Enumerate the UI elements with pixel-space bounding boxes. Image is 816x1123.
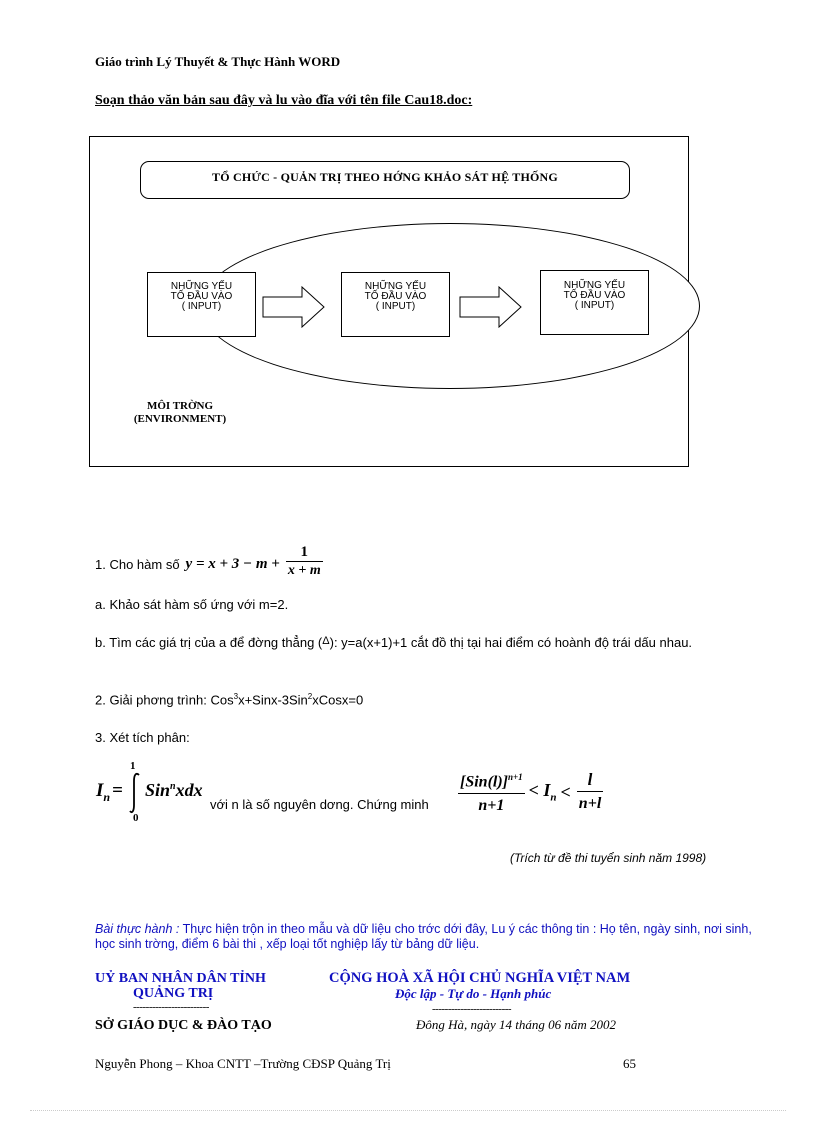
input-box-line: ( INPUT) — [375, 301, 416, 312]
right-divider: ------------------------- — [432, 1003, 512, 1015]
footer-author: Nguyễn Phong – Khoa CNTT –Trường CĐSP Quảng Trị — [95, 1056, 391, 1071]
less-than: < — [560, 781, 571, 802]
input-box-line: TỐ ĐẦU VÀO — [364, 291, 427, 302]
input-box-line: ( INPUT) — [181, 301, 222, 312]
right-arrow-icon — [459, 286, 523, 328]
inequality-numerator: $[Sin(l)]^{n+1}$ — [460, 772, 523, 791]
integral-lower-limit: 0 — [133, 812, 139, 824]
inequality — [458, 766, 603, 818]
org-name-line1: UỶ BAN NHÂN DÂN TỈNH — [95, 971, 266, 986]
input-box-line: ( INPUT) — [574, 300, 615, 311]
integral-description: với n là số nguyên dơng. Chứng minh — [210, 797, 429, 812]
country-name: CỘNG HOÀ XÃ HỘI CHỦ NGHĨA VIỆT NAM — [329, 970, 631, 986]
inequality-rhs-fraction — [577, 769, 603, 816]
integrand: Sin$^n$xdx — [145, 780, 203, 800]
instruction: Soạn thảo văn bản sau đây và lu vào đĩa với tên file Cau18.doc: — [95, 93, 473, 108]
right-arrow-icon — [262, 286, 326, 328]
inequality-middle: < $I_n$ — [528, 780, 557, 804]
input-box-line: TỐ ĐẦU VÀO — [170, 291, 233, 302]
practice-instruction — [95, 922, 767, 952]
integral-upper-limit: 1 — [130, 760, 136, 772]
question-1b: b. Tìm các giá trị của a để đờng thẳng ($^\Delta$): y=a(x+1)+1 cắt đồ thị tại hai điểm có hoành độ trái dấu nhau. — [95, 635, 693, 650]
left-divider: ------------------------ — [133, 1001, 209, 1013]
question-3: 3. Xét tích phân: — [95, 730, 190, 745]
question-1 — [95, 546, 323, 583]
input-box-1 — [147, 272, 256, 337]
department-name: SỞ GIÁO DỤC & ĐÀO TẠO — [95, 1018, 272, 1033]
environment-line: MÔI TRỜNG — [146, 400, 214, 412]
question-1a: a. Khảo sát hàm số ứng với m=2. — [95, 597, 289, 612]
inequality-rhs-numerator: l — [587, 769, 593, 789]
integral-lhs: $I_n$ = — [96, 780, 123, 804]
inequality-rhs-denominator: n+l — [578, 794, 602, 812]
question-2: 2. Giải phơng trình: Cos$^3$x+Sinx-3Sin$^2$xCosx=0 — [95, 692, 364, 708]
input-box-line: NHỮNG YẾU — [364, 281, 427, 292]
citation: (Trích từ đề thi tuyển sinh năm 1998) — [510, 851, 707, 865]
inequality-lhs-fraction — [458, 766, 525, 818]
delta-symbol: Δ — [322, 635, 330, 647]
fraction-numerator: 1 — [300, 544, 309, 560]
input-box-line: TỐ ĐẦU VÀO — [563, 290, 626, 301]
question-1-prefix: 1. Cho hàm số — [95, 557, 180, 572]
input-box-3 — [540, 270, 649, 335]
fraction — [286, 543, 323, 580]
inequality-denominator: n+1 — [478, 797, 505, 815]
practice-label: Bài thực hành : — [95, 922, 180, 936]
national-motto: Độc lập - Tự do - Hạnh phúc — [395, 986, 552, 1001]
page-bottom-rule — [30, 1110, 786, 1111]
function-formula: y = x + 3 − m + — [185, 556, 280, 572]
diagram-title: TỔ CHỨC - QUẢN TRỊ THEO HỚNG KHẢO SÁT HỆ THỐNG — [140, 161, 630, 199]
page-number: 65 — [623, 1056, 636, 1071]
fraction-denominator: x + m — [287, 563, 321, 578]
practice-text: Thực hiện trộn in theo mẫu và dữ liệu cho trớc dới đây, Lu ý các thông tin : Họ tên, ngày sinh, nơi sinh, học sinh trờng, điểm 6 bài thi , xếp loại tốt nghiệp lấy từ bảng dữ liệu. — [95, 922, 752, 951]
header-title: Giáo trình Lý Thuyết & Thực Hành WORD — [95, 54, 341, 69]
environment-label — [130, 400, 230, 426]
org-name-line2: QUẢNG TRỊ — [133, 986, 214, 1001]
input-box-2 — [341, 272, 450, 337]
document-date: Đông Hà, ngày 14 tháng 06 năm 2002 — [416, 1017, 617, 1032]
environment-line: (ENVIRONMENT) — [133, 413, 227, 425]
input-box-line: NHỮNG YẾU — [563, 280, 626, 291]
integral-sign-icon — [128, 772, 142, 814]
input-box-line: NHỮNG YẾU — [170, 281, 233, 292]
